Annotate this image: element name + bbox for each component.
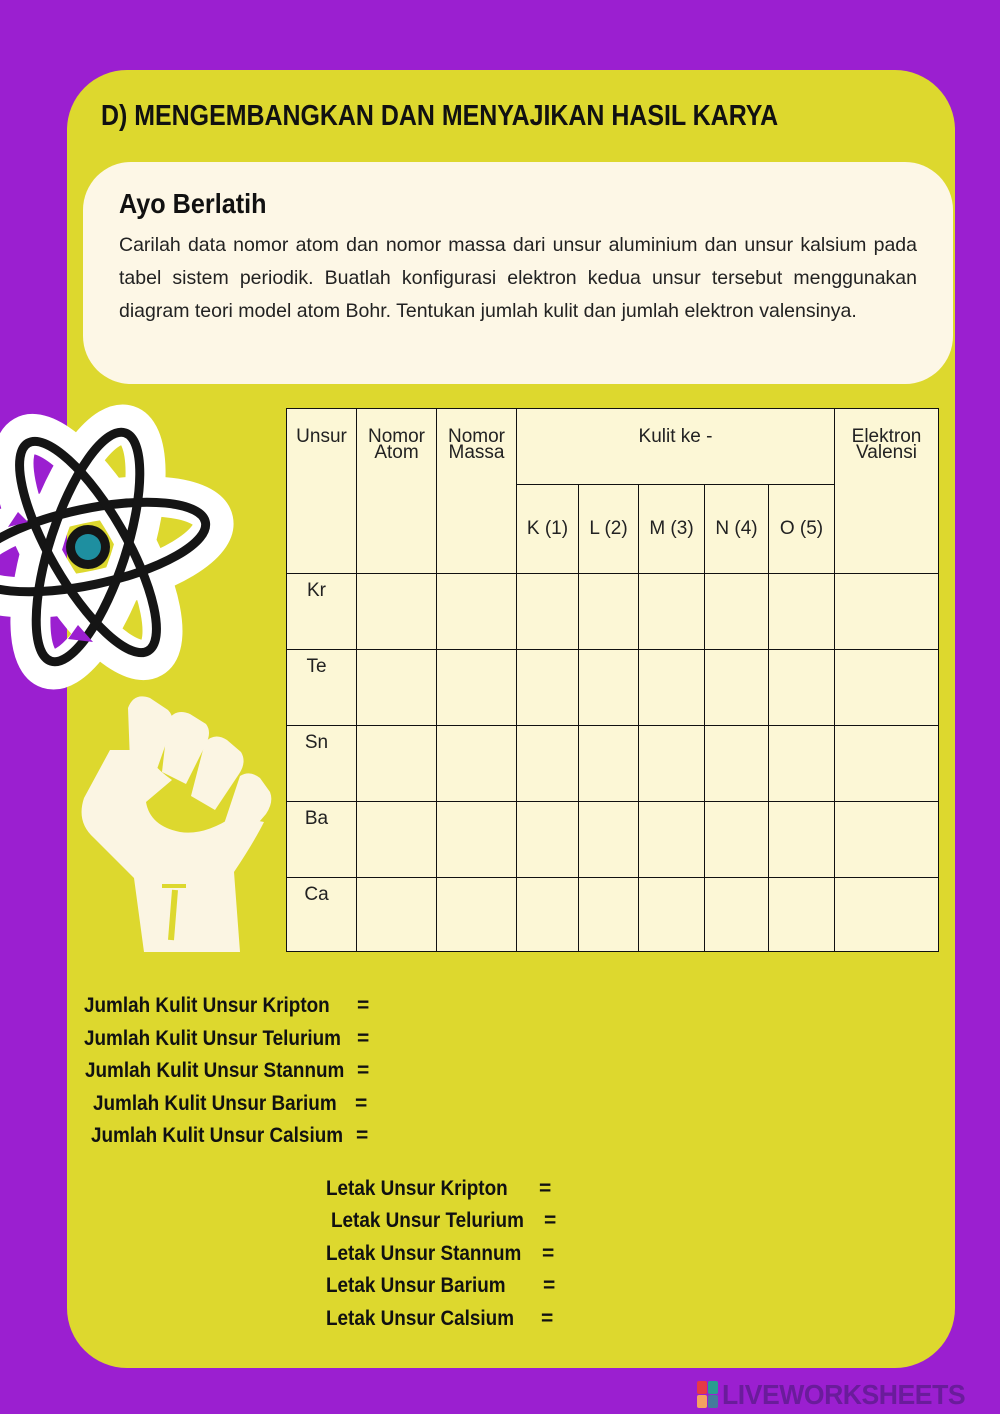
table-row: [287, 574, 939, 650]
header-elektron-valensi-line1: Elektron: [851, 426, 922, 447]
answer-cell[interactable]: [579, 726, 639, 802]
answer-cell[interactable]: [835, 878, 939, 952]
letak-unsur-calsium: Letak Unsur Calsium: [326, 1307, 515, 1330]
answer-cell[interactable]: [639, 726, 705, 802]
header-nomor-atom: [357, 409, 437, 574]
answer-cell[interactable]: [579, 878, 639, 952]
equals-sign: =: [542, 1242, 555, 1265]
section-title: D) MENGEMBANGKAN DAN MENYAJIKAN HASIL KARYA: [101, 100, 779, 132]
answer-cell[interactable]: [639, 574, 705, 650]
watermark-text: LIVEWORKSHEETS: [722, 1379, 966, 1410]
header-shell-n: N (4): [705, 485, 769, 574]
element-cell: Te: [287, 650, 357, 726]
header-nomor-massa: [437, 409, 517, 574]
header-nomor-massa-line1: Nomor: [447, 426, 505, 447]
answer-cell[interactable]: [835, 802, 939, 878]
header-shell-k: K (1): [517, 485, 579, 574]
atom-icon: [0, 395, 235, 690]
header-shell-m: M (3): [639, 485, 705, 574]
answer-cell[interactable]: [357, 726, 437, 802]
equals-sign: =: [356, 1124, 369, 1147]
answer-cell[interactable]: [705, 650, 769, 726]
equals-sign: =: [544, 1209, 557, 1232]
task-instructions: Carilah data nomor atom dan nomor massa dari unsur aluminium dan unsur kalsium pada tabel sistem periodik. Buatlah konfigurasi elektron kedua unsur tersebut menggunakan diagram teori model atom Bohr. Tentukan jumlah kulit dan jumlah elektron valensinya.: [119, 234, 917, 322]
answer-cell[interactable]: [437, 574, 517, 650]
equals-sign: =: [357, 1059, 370, 1082]
answer-cell[interactable]: [705, 802, 769, 878]
answer-cell[interactable]: [705, 726, 769, 802]
element-cell: Sn: [287, 726, 357, 802]
letak-unsur-kripton: Letak Unsur Kripton: [326, 1177, 508, 1200]
answer-cell[interactable]: [517, 802, 579, 878]
jumlah-kulit-barium: Jumlah Kulit Unsur Barium: [93, 1092, 337, 1115]
header-elektron-valensi: [835, 409, 939, 574]
table-row: [287, 878, 939, 952]
header-nomor-massa-line2: Massa: [448, 442, 505, 463]
answer-cell[interactable]: [769, 726, 835, 802]
answer-cell[interactable]: [835, 650, 939, 726]
answer-cell[interactable]: [835, 574, 939, 650]
jumlah-kulit-telurium: Jumlah Kulit Unsur Telurium: [84, 1027, 341, 1050]
jumlah-kulit-kripton: Jumlah Kulit Unsur Kripton: [84, 994, 330, 1017]
answer-cell[interactable]: [357, 574, 437, 650]
answer-cell[interactable]: [835, 726, 939, 802]
liveworksheets-logo-icon: [697, 1381, 719, 1409]
answer-cell[interactable]: [639, 878, 705, 952]
header-unsur: Unsur: [287, 409, 357, 574]
header-nomor-atom-line2: Atom: [374, 442, 419, 463]
task-heading: Ayo Berlatih: [119, 188, 267, 219]
liveworksheets-watermark: [697, 1378, 978, 1412]
answer-cell[interactable]: [437, 802, 517, 878]
jumlah-kulit-calsium: Jumlah Kulit Unsur Calsium: [91, 1124, 344, 1147]
answer-cell[interactable]: [357, 878, 437, 952]
answer-cell[interactable]: [517, 574, 579, 650]
letak-unsur-barium: Letak Unsur Barium: [326, 1274, 506, 1297]
answer-cell[interactable]: [437, 878, 517, 952]
answer-cell[interactable]: [579, 574, 639, 650]
jumlah-kulit-stannum: Jumlah Kulit Unsur Stannum: [85, 1059, 345, 1082]
header-kulit: Kulit ke -: [517, 409, 835, 485]
answer-cell[interactable]: [769, 802, 835, 878]
answer-cell[interactable]: [357, 650, 437, 726]
letak-unsur-telurium: Letak Unsur Telurium: [331, 1209, 524, 1232]
electron-configuration-table: [286, 408, 939, 952]
equals-sign: =: [539, 1177, 552, 1200]
header-shell-o: O (5): [769, 485, 835, 574]
answer-cell[interactable]: [769, 878, 835, 952]
equals-sign: =: [357, 1027, 370, 1050]
equals-sign: =: [357, 994, 370, 1017]
answer-cell[interactable]: [639, 802, 705, 878]
header-elektron-valensi-line2: Valensi: [856, 442, 917, 463]
answer-cell[interactable]: [639, 650, 705, 726]
answer-cell[interactable]: [517, 726, 579, 802]
answer-cell[interactable]: [437, 650, 517, 726]
letak-unsur-stannum: Letak Unsur Stannum: [326, 1242, 522, 1265]
header-nomor-atom-line1: Nomor: [367, 426, 425, 447]
element-cell: Ba: [287, 802, 357, 878]
equals-sign: =: [541, 1307, 554, 1330]
answer-cell[interactable]: [769, 574, 835, 650]
element-cell: Kr: [287, 574, 357, 650]
raised-fist-icon: [80, 690, 275, 952]
answer-cell[interactable]: [705, 878, 769, 952]
answer-cell[interactable]: [437, 726, 517, 802]
element-cell: Ca: [287, 878, 357, 952]
answer-cell[interactable]: [517, 650, 579, 726]
answer-cell[interactable]: [579, 802, 639, 878]
header-shell-l: L (2): [579, 485, 639, 574]
answer-cell[interactable]: [517, 878, 579, 952]
equals-sign: =: [543, 1274, 556, 1297]
equals-sign: =: [355, 1092, 368, 1115]
table-row: [287, 802, 939, 878]
answer-cell[interactable]: [357, 802, 437, 878]
answer-cell[interactable]: [705, 574, 769, 650]
table-row: [287, 650, 939, 726]
answer-cell[interactable]: [769, 650, 835, 726]
table-row: [287, 726, 939, 802]
answer-cell[interactable]: [579, 650, 639, 726]
